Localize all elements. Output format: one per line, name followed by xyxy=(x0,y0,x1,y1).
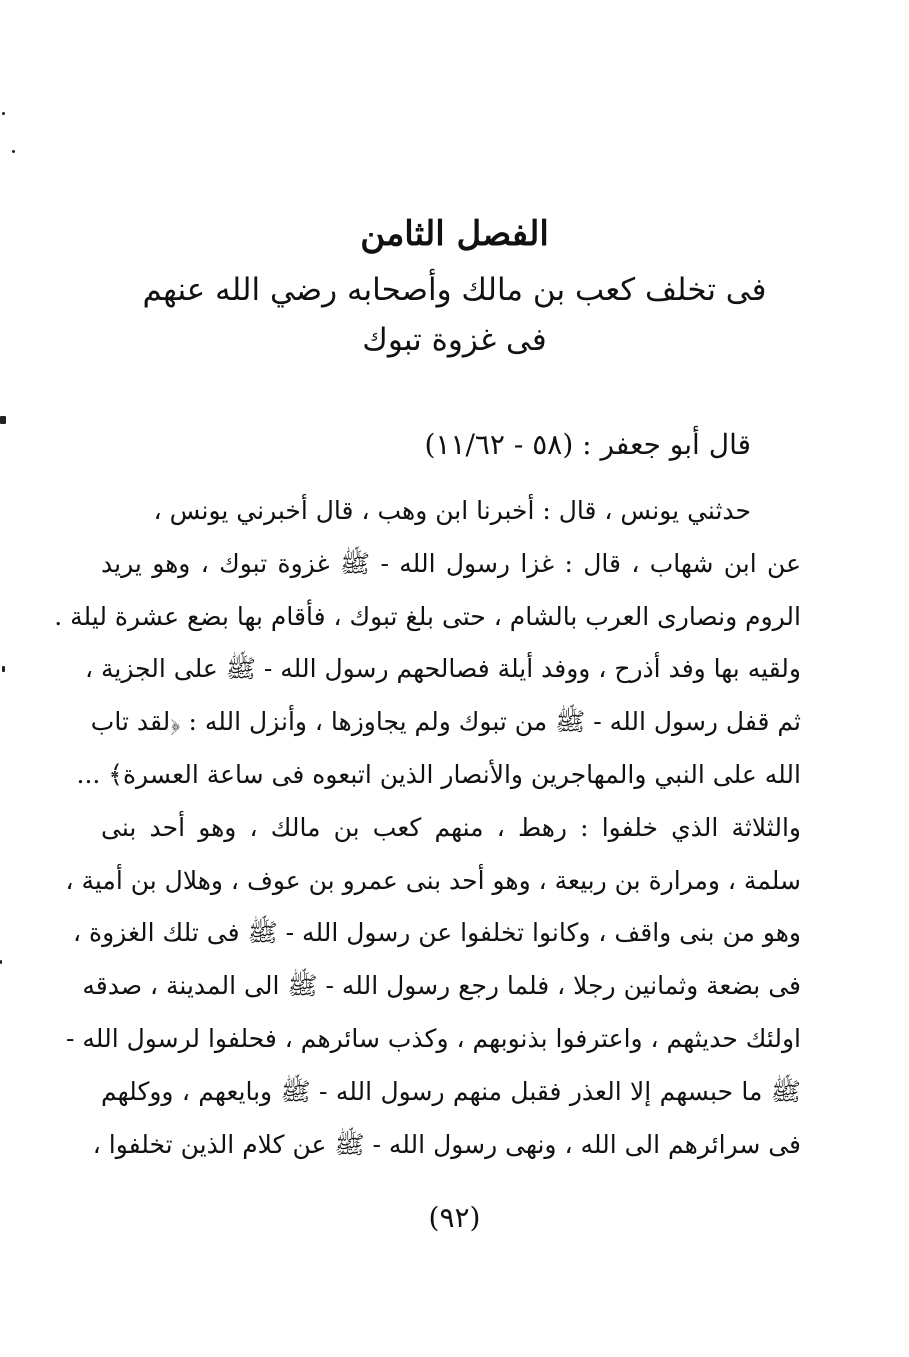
isnad-line: قال أبو جعفر : (٥٨ - ١١/٦٢) xyxy=(424,428,751,461)
scan-speck xyxy=(12,150,15,153)
chapter-title: الفصل الثامن xyxy=(360,214,549,254)
text-line: الله على النبي والمهاجرين والأنصار الذين اتبعوه فى ساعة العسرة﴾ ... xyxy=(76,759,801,789)
scan-speck xyxy=(2,666,5,672)
text-line: اولئك حديثهم ، واعترفوا بذنوبهم ، وكذب سائرهم ، فحلفوا لرسول الله - xyxy=(66,1023,801,1053)
text-line: ولقيه بها وفد أذرح ، ووفد أيلة فصالحهم رسول الله - ﷺ على الجزية ، xyxy=(84,654,801,684)
chapter-subtitle-line-1: فى تخلف كعب بن مالك وأصحابه رضي الله عنهم xyxy=(142,272,767,308)
scan-speck xyxy=(0,416,6,424)
text-line: الروم ونصارى العرب بالشام ، حتى بلغ تبوك ، فأقام بها بضع عشرة ليلة . xyxy=(54,601,801,631)
text-line: فى سرائرهم الى الله ، ونهى رسول الله - ﷺ عن كلام الذين تخلفوا ، xyxy=(92,1129,801,1159)
text-line: ﷺ ما حبسهم إلا العذر فقبل منهم رسول الله - ﷺ وبايعهم ، ووكلهم xyxy=(101,1076,801,1106)
text-line: فى بضعة وثمانين رجلا ، فلما رجع رسول الله - ﷺ الى المدينة ، صدقه xyxy=(82,971,801,1001)
text-line: ثم قفل رسول الله - ﷺ من تبوك ولم يجاوزها ، وأنزل الله : ﴿لقد تاب xyxy=(90,707,801,737)
text-line: عن ابن شهاب ، قال : غزا رسول الله - ﷺ غزوة تبوك ، وهو يريد xyxy=(101,548,801,578)
body-text xyxy=(54,485,801,1171)
text-line: حدثني يونس ، قال : أخبرنا ابن وهب ، قال أخبرني يونس ، xyxy=(153,496,751,525)
text-line: وهو من بنى واقف ، وكانوا تخلفوا عن رسول الله - ﷺ فى تلك الغزوة ، xyxy=(72,918,801,948)
page-number: (٩٢) xyxy=(428,1201,481,1234)
text-line: والثلاثة الذي خلفوا : رهط ، منهم كعب بن مالك ، وهو أحد بنى xyxy=(101,812,801,842)
chapter-subtitle-line-2: فى غزوة تبوك xyxy=(362,322,547,358)
scan-speck xyxy=(0,960,2,964)
text-line: سلمة ، ومرارة بن ربيعة ، وهو أحد بنى عمرو بن عوف ، وهلال بن أمية ، xyxy=(65,865,801,895)
scan-speck xyxy=(2,112,5,115)
